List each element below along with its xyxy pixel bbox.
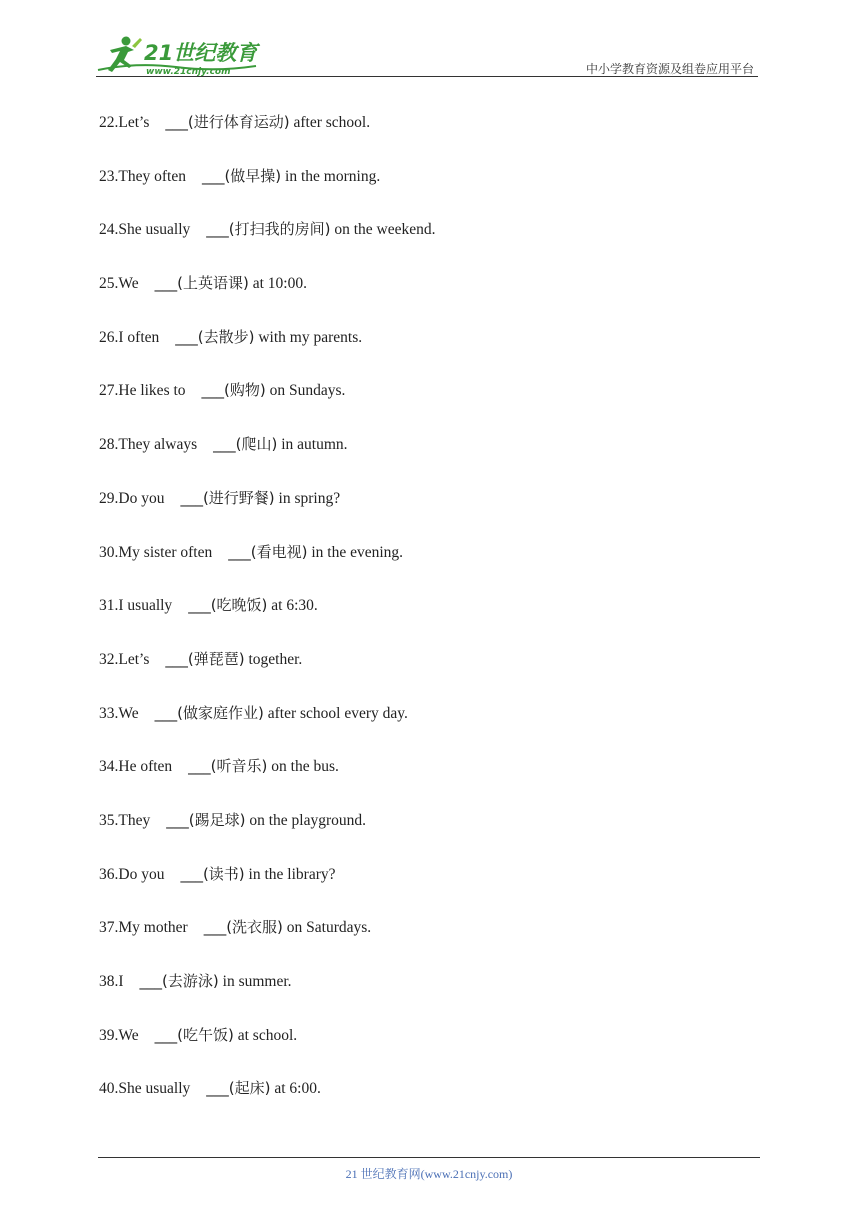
question-item: [99, 809, 436, 863]
answer-blank[interactable]: ___(打扫我的房间): [206, 220, 331, 239]
question-prefix: 28.They always: [99, 436, 198, 454]
question-prefix: 37.My mother: [99, 919, 188, 937]
question-suffix: in the library?: [244, 865, 336, 883]
question-item: [99, 541, 436, 595]
question-suffix: on the bus.: [267, 758, 339, 776]
question-item: [99, 1024, 436, 1078]
question-item: [99, 379, 436, 433]
question-suffix: after school every day.: [263, 704, 408, 722]
question-suffix: at 6:00.: [270, 1080, 321, 1098]
question-suffix: together.: [244, 650, 303, 668]
question-list: [99, 111, 436, 1131]
question-item: [99, 218, 436, 272]
question-item: [99, 487, 436, 541]
question-suffix: with my parents.: [254, 328, 363, 346]
answer-blank[interactable]: ___(洗衣服): [203, 918, 283, 937]
question-prefix: 24.She usually: [99, 221, 191, 239]
answer-blank[interactable]: ___(上英语课): [154, 274, 249, 293]
question-item: [99, 702, 436, 756]
question-prefix: 23.They often: [99, 167, 186, 185]
question-prefix: 31.I usually: [99, 597, 173, 615]
question-suffix: on the weekend.: [330, 221, 436, 239]
question-prefix: 40.She usually: [99, 1080, 191, 1098]
logo: [96, 34, 261, 78]
answer-blank[interactable]: ___(起床): [206, 1079, 271, 1098]
answer-blank[interactable]: ___(进行体育运动): [165, 113, 290, 131]
answer-blank[interactable]: ___(吃晚饭): [188, 596, 268, 615]
question-suffix: at school.: [233, 1026, 298, 1044]
question-prefix: 27.He likes to: [99, 382, 186, 400]
header-divider: [96, 76, 758, 77]
answer-blank[interactable]: ___(购物): [201, 381, 266, 400]
question-item: [99, 594, 436, 648]
question-prefix: 39.We: [99, 1026, 139, 1044]
question-suffix: at 10:00.: [248, 275, 307, 293]
question-item: [99, 970, 436, 1024]
question-item: [99, 863, 436, 917]
question-suffix: at 6:30.: [267, 597, 318, 615]
question-item: [99, 755, 436, 809]
question-prefix: 25.We: [99, 275, 139, 293]
question-item: [99, 1077, 436, 1131]
question-suffix: after school.: [289, 114, 371, 131]
answer-blank[interactable]: ___(读书): [180, 864, 245, 883]
question-prefix: 33.We: [99, 704, 139, 722]
answer-blank[interactable]: ___(去游泳): [139, 972, 219, 990]
question-item: [99, 111, 436, 165]
answer-blank[interactable]: ___(爬山): [213, 435, 278, 454]
question-item: [99, 326, 436, 380]
question-prefix: 29.Do you: [99, 489, 165, 507]
question-item: [99, 433, 436, 487]
answer-blank[interactable]: ___(去散步): [175, 327, 255, 346]
answer-blank[interactable]: ___(吃午饭): [154, 1025, 234, 1044]
question-suffix: in the evening.: [307, 543, 404, 561]
logo-url: www.21cnjy.com: [146, 67, 231, 77]
question-item: [99, 648, 436, 702]
question-suffix: in summer.: [218, 973, 292, 990]
footer-text: 21 世纪教育网(www.21cnjy.com): [345, 1167, 513, 1181]
question-prefix: 30.My sister often: [99, 543, 213, 561]
question-item: [99, 916, 436, 970]
question-prefix: 35.They: [99, 811, 151, 829]
question-prefix: 34.He often: [99, 758, 173, 776]
question-prefix: 26.I often: [99, 328, 160, 346]
question-prefix: 32.Let’s: [99, 650, 150, 668]
question-suffix: in the morning.: [281, 167, 381, 185]
question-suffix: in spring?: [274, 489, 341, 507]
answer-blank[interactable]: ___(做早操): [201, 166, 282, 185]
question-suffix: on the playground.: [245, 811, 366, 829]
question-item: [99, 272, 436, 326]
question-item: [99, 165, 436, 219]
answer-blank[interactable]: ___(听音乐): [188, 757, 268, 776]
answer-blank[interactable]: ___(进行野餐): [180, 488, 275, 507]
question-suffix: on Sundays.: [265, 382, 346, 400]
question-suffix: in autumn.: [277, 436, 348, 454]
page-header: [96, 34, 758, 78]
platform-name: 中小学教育资源及组卷应用平台: [585, 62, 754, 76]
logo-text: 21世纪教育: [144, 41, 258, 65]
answer-blank[interactable]: ___(看电视): [228, 542, 308, 561]
answer-blank[interactable]: ___(做家庭作业): [154, 703, 264, 722]
answer-blank[interactable]: ___(踢足球): [166, 810, 246, 829]
question-prefix: 38.I: [99, 973, 124, 990]
question-prefix: 22.Let’s: [99, 114, 150, 131]
question-suffix: on Saturdays.: [282, 919, 372, 937]
answer-blank[interactable]: ___(弹琵琶): [165, 649, 245, 668]
footer-divider: [98, 1157, 760, 1158]
question-prefix: 36.Do you: [99, 865, 165, 883]
